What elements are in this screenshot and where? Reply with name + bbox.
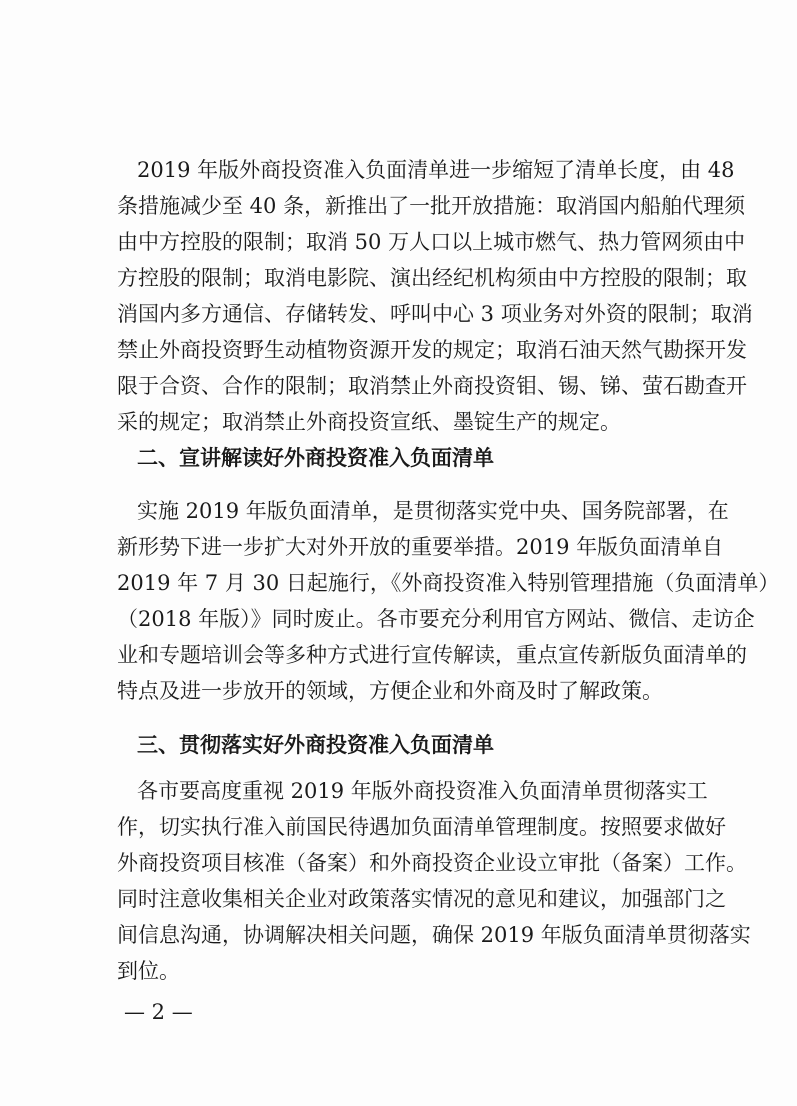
paragraph-1-line-5: 消国内多方通信、存储转发、呼叫中心 3 项业务对外资的限制；取消: [117, 302, 753, 326]
paragraph-1-line-4: 方控股的限制；取消电影院、演出经纪机构须由中方控股的限制；取: [117, 266, 747, 290]
section-heading-2: 二、宣讲解读好外商投资准入负面清单: [137, 446, 494, 470]
paragraph-2-line-4: （2018 年版）》同时废止。各市要充分利用官方网站、微信、走访企: [117, 607, 755, 631]
paragraph-3-line-6: 到位。: [117, 959, 180, 983]
paragraph-2-line-1: 实施 2019 年版负面清单，是贯彻落实党中央、国务院部署，在: [137, 499, 729, 523]
paragraph-1-line-3: 由中方控股的限制；取消 50 万人口以上城市燃气、热力管网须由中: [117, 230, 746, 254]
paragraph-3-line-4: 同时注意收集相关企业对政策落实情况的意见和建议，加强部门之: [117, 887, 726, 911]
paragraph-3-line-5: 间信息沟通，协调解决相关问题，确保 2019 年版负面清单贯彻落实: [117, 923, 751, 947]
paragraph-1-line-8: 采的规定；取消禁止外商投资宣纸、墨锭生产的规定。: [117, 410, 621, 434]
paragraph-2-line-5: 业和专题培训会等多种方式进行宣传解读，重点宣传新版负面清单的: [117, 643, 747, 667]
paragraph-3-line-1: 各市要高度重视 2019 年版外商投资准入负面清单贯彻落实工: [137, 779, 708, 803]
paragraph-3-line-2: 作，切实执行准入前国民待遇加负面清单管理制度。按照要求做好: [117, 815, 726, 839]
paragraph-2-line-6: 特点及进一步放开的领域，方便企业和外商及时了解政策。: [117, 679, 663, 703]
paragraph-2-line-2: 新形势下进一步扩大对外开放的重要举措。2019 年版负面清单自: [117, 535, 724, 559]
paragraph-2-line-3: 2019 年 7 月 30 日起施行，《外商投资准入特别管理措施（负面清单）: [117, 571, 780, 595]
paragraph-1-line-2: 条措施减少至 40 条，新推出了一批开放措施：取消国内船舶代理须: [117, 194, 746, 218]
paragraph-1-line-1: 2019 年版外商投资准入负面清单进一步缩短了清单长度，由 48: [137, 158, 735, 182]
paragraph-1-line-7: 限于合资、合作的限制；取消禁止外商投资钼、锡、锑、萤石勘查开: [117, 374, 747, 398]
paragraph-3-line-3: 外商投资项目核准（备案）和外商投资企业设立审批（备案）工作。: [117, 851, 747, 875]
paragraph-1-line-6: 禁止外商投资野生动植物资源开发的规定；取消石油天然气勘探开发: [117, 338, 747, 362]
page-number: — 2 —: [124, 1000, 193, 1024]
section-heading-3: 三、贯彻落实好外商投资准入负面清单: [137, 733, 494, 757]
